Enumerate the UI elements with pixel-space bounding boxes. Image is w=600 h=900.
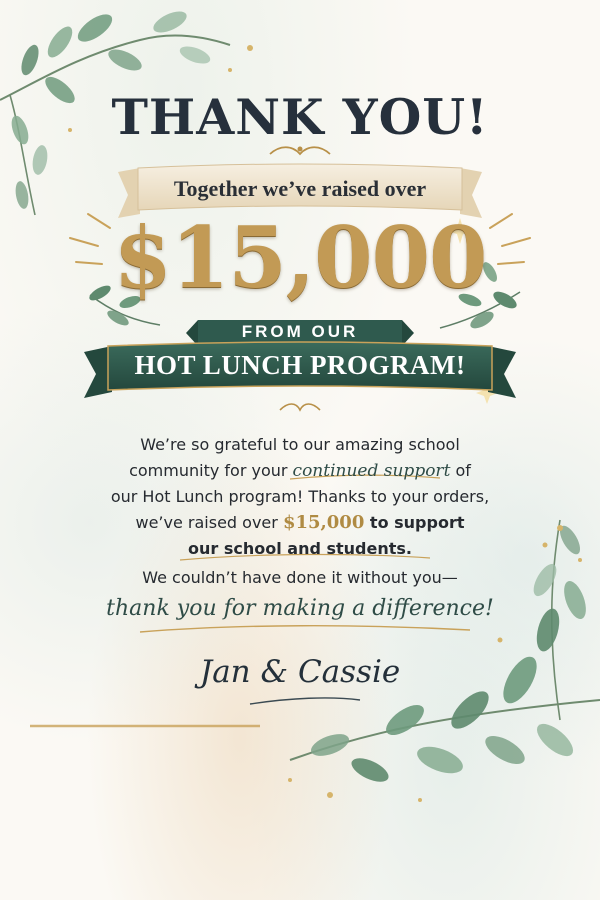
message-line — [0, 458, 600, 484]
message-line: our Hot Lunch program! Thanks to your orders, — [110, 487, 490, 506]
message-text: we’ve raised over — [135, 513, 283, 532]
banner-top-text: FROM OUR — [241, 322, 359, 341]
signature: Jan & Cassie — [199, 654, 401, 690]
flourish-ornament-icon — [270, 147, 330, 155]
ribbon-text: Together we’ve raised over — [173, 176, 427, 201]
message-line: We’re so grateful to our amazing school — [140, 435, 460, 454]
closing-line: We couldn’t have done it without you— — [142, 568, 458, 587]
message-text: of — [450, 461, 471, 480]
message-line: our school and students. — [188, 539, 412, 558]
message-line — [0, 510, 600, 536]
thank-you-message — [0, 432, 600, 562]
message-bold-text: to support — [364, 513, 465, 532]
raised-amount: $15,000 — [113, 208, 487, 307]
banner-main-text: HOT LUNCH PROGRAM! — [134, 350, 466, 380]
highlight-script-text: continued support — [292, 461, 451, 481]
closing-script-line: thank you for making a difference! — [106, 596, 494, 621]
message-text: community for your — [129, 461, 293, 480]
card-title: THANK YOU! — [111, 88, 489, 146]
highlight-amount: $15,000 — [282, 512, 365, 533]
